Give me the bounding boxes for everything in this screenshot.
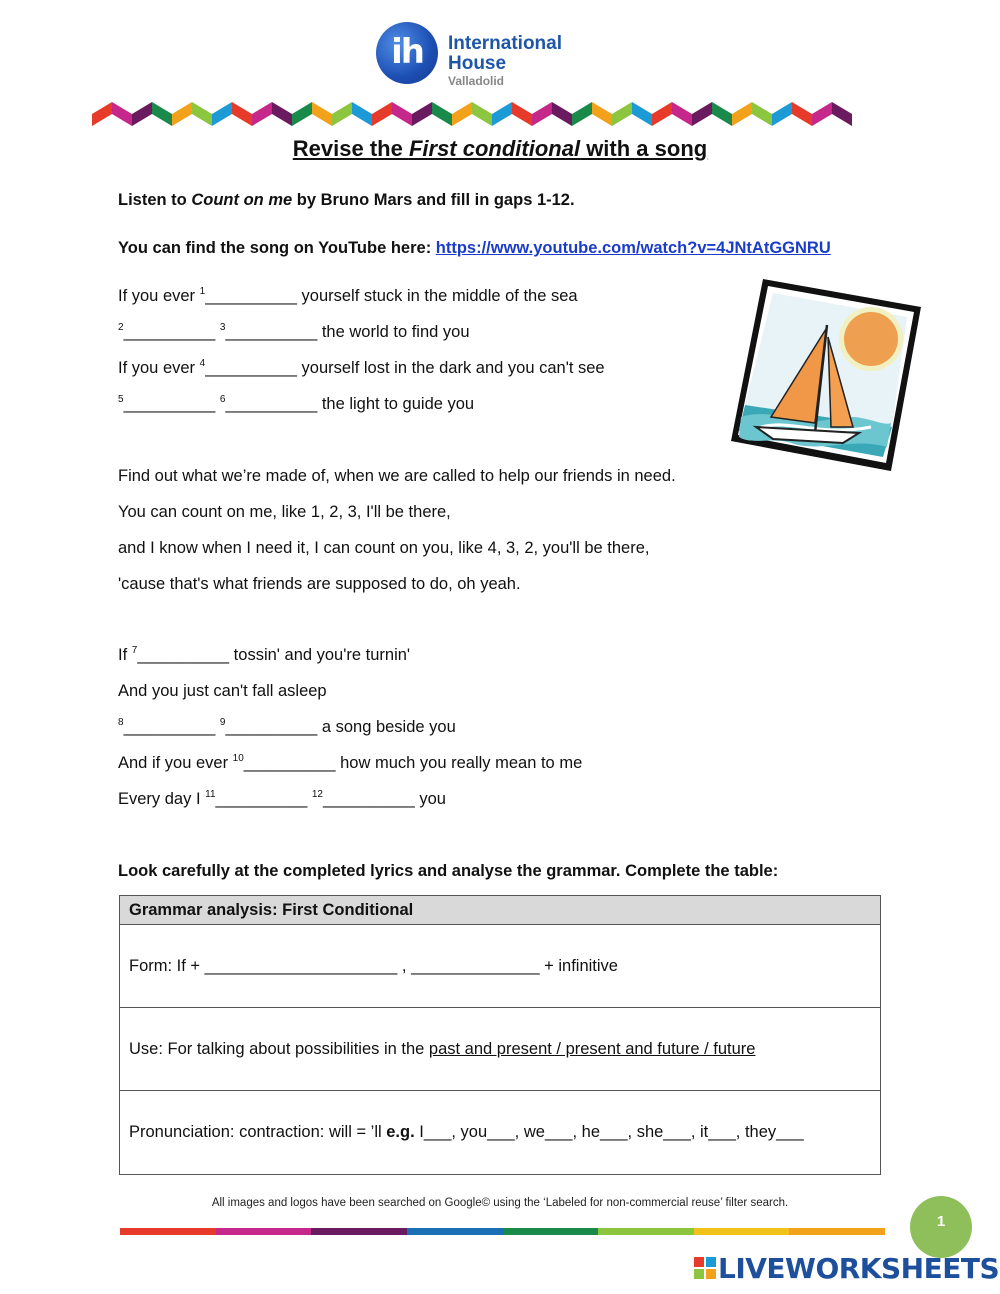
zigzag-ribbon <box>92 94 856 126</box>
pronunciation-row <box>120 1091 880 1174</box>
page-title <box>0 136 1000 162</box>
zigzag-segment <box>512 102 532 126</box>
zigzag-segment <box>312 102 332 126</box>
listen-instruction <box>118 191 575 210</box>
color-bar-segment <box>120 1228 216 1235</box>
table-instruction: Look carefully at the completed lyrics and analyse the grammar. Complete the table: <box>118 862 779 880</box>
gap-number: 11 <box>205 789 216 800</box>
pron-eg: e.g. <box>386 1123 415 1141</box>
gap-number: 6 <box>219 394 226 405</box>
zigzag-segment <box>492 102 512 126</box>
verse2-line-2: And you just can't fall asleep <box>118 682 327 700</box>
chorus-line-4: 'cause that's what friends are supposed to do, oh yeah. <box>118 575 521 593</box>
gap-blank-7[interactable]: __________ <box>137 646 230 664</box>
color-bar-segment <box>216 1228 312 1235</box>
zigzag-segment <box>572 102 592 126</box>
song-title: Count on me <box>191 191 293 209</box>
text: the world to find you <box>317 323 470 341</box>
text: If <box>118 646 132 664</box>
gap-number: 7 <box>131 645 138 656</box>
text: how much you really mean to me <box>335 754 583 772</box>
zigzag-segment <box>772 102 792 126</box>
gap-blank-4[interactable]: __________ <box>205 359 297 377</box>
zigzag-segment <box>712 102 732 126</box>
zigzag-segment <box>352 102 372 126</box>
zigzag-segment <box>792 102 812 126</box>
use-options[interactable]: past and present / present and future / future <box>428 1040 756 1058</box>
gap-number: 12 <box>311 789 323 800</box>
form-row[interactable]: Form: If + _____________________ , ______________ + infinitive <box>120 925 880 1008</box>
zigzag-segment <box>632 102 652 126</box>
gap-number: 9 <box>219 717 226 728</box>
zigzag-segment <box>192 102 212 126</box>
liveworksheets-logo-icon <box>694 1257 716 1279</box>
text: a song beside you <box>317 718 456 736</box>
verse2-line-1 <box>118 646 410 665</box>
grammar-table <box>119 895 881 1175</box>
gap-number: 10 <box>232 753 244 764</box>
text: yourself stuck in the middle of the sea <box>296 287 578 305</box>
international-house-logo <box>376 22 576 88</box>
logo-line-3: Valladolid <box>448 74 505 88</box>
gap-number: 5 <box>118 394 124 405</box>
color-bar-segment <box>311 1228 407 1235</box>
gap-blank-8[interactable]: __________ <box>123 718 216 736</box>
zigzag-segment <box>292 102 312 126</box>
text: you <box>414 790 446 808</box>
text: tossin' and you're turnin' <box>229 646 411 664</box>
image-credit-note: All images and logos have been searched on Google© using the ‘Labeled for non-commercial reuse’ filter search. <box>211 1197 789 1209</box>
zigzag-segment <box>812 102 832 126</box>
zigzag-segment <box>172 102 192 126</box>
color-bar-segment <box>503 1228 599 1235</box>
title-emphasis: First conditional <box>408 136 581 161</box>
zigzag-segment <box>372 102 392 126</box>
pron-blanks[interactable]: I___, you___, we___, he___, she___, it___, they___ <box>414 1123 804 1141</box>
gap-blank-11[interactable]: __________ <box>215 790 308 808</box>
zigzag-segment <box>692 102 712 126</box>
color-bar-segment <box>407 1228 503 1235</box>
zigzag-segment <box>452 102 472 126</box>
verse2-line-4 <box>118 754 582 773</box>
gap-number: 8 <box>118 717 124 728</box>
logo-line-2: House <box>448 53 507 74</box>
youtube-instruction <box>118 239 831 258</box>
zigzag-segment <box>672 102 692 126</box>
page-number: 1 <box>910 1196 972 1258</box>
zigzag-segment <box>392 102 412 126</box>
ih-logo-mark: ih <box>376 22 438 84</box>
text: Every day I <box>118 790 206 808</box>
gap-blank-10[interactable]: __________ <box>243 754 336 772</box>
pron-text: Pronunciation: contraction: will = ’ll <box>129 1123 387 1141</box>
text: If you ever <box>118 287 200 305</box>
title-pre: Revise the <box>292 136 409 161</box>
chorus-line-3: and I know when I need it, I can count on you, like 4, 3, 2, you'll be there, <box>118 539 650 557</box>
text: If you ever <box>118 359 200 377</box>
title-post: with a song <box>580 136 708 161</box>
zigzag-segment <box>532 102 552 126</box>
zigzag-segment <box>152 102 172 126</box>
gap-blank-1[interactable]: __________ <box>205 287 297 305</box>
youtube-link[interactable]: https://www.youtube.com/watch?v=4JNtAtGGNRU <box>435 239 831 257</box>
liveworksheets-text: LIVEWORKSHEETS <box>718 1252 1000 1285</box>
zigzag-segment <box>412 102 432 126</box>
chorus-line-1: Find out what we’re made of, when we are called to help our friends in need. <box>118 467 676 485</box>
listen-pre: Listen to <box>118 191 192 209</box>
color-bar-segment <box>694 1228 790 1235</box>
zigzag-segment <box>552 102 572 126</box>
gap-blank-12[interactable]: __________ <box>323 790 415 808</box>
sailboat-picture <box>731 277 921 471</box>
zigzag-segment <box>612 102 632 126</box>
text: And if you ever <box>118 754 233 772</box>
verse2-line-3 <box>118 718 456 737</box>
verse1-line-4 <box>118 395 474 414</box>
grammar-table-header: Grammar analysis: First Conditional <box>120 896 880 925</box>
listen-post: by Bruno Mars and fill in gaps 1-12. <box>292 191 575 209</box>
use-text: Use: For talking about possibilities in the <box>129 1040 429 1058</box>
zigzag-segment <box>652 102 672 126</box>
use-row <box>120 1008 880 1091</box>
zigzag-segment <box>752 102 772 126</box>
verse1-line-1 <box>118 287 578 306</box>
youtube-text: You can find the song on YouTube here: <box>118 239 436 257</box>
text: the light to guide you <box>317 395 475 413</box>
zigzag-segment <box>132 102 152 126</box>
gap-number: 1 <box>199 286 206 297</box>
text: yourself lost in the dark and you can't see <box>296 359 605 377</box>
chorus-line-2: You can count on me, like 1, 2, 3, I'll be there, <box>118 503 451 521</box>
color-bar-segment <box>789 1228 885 1235</box>
gap-blank-9[interactable]: __________ <box>225 718 318 736</box>
zigzag-segment <box>592 102 612 126</box>
zigzag-segment <box>832 102 852 126</box>
zigzag-segment <box>212 102 232 126</box>
verse1-line-2 <box>118 323 470 342</box>
zigzag-segment <box>232 102 252 126</box>
logo-line-1: International <box>448 33 563 54</box>
verse1-line-3 <box>118 359 605 378</box>
gap-blank-3[interactable]: __________ <box>225 323 318 341</box>
zigzag-segment <box>472 102 492 126</box>
liveworksheets-brand <box>694 1252 999 1285</box>
color-bar-segment <box>598 1228 694 1235</box>
color-bar <box>120 1228 885 1235</box>
zigzag-segment <box>732 102 752 126</box>
gap-blank-6[interactable]: __________ <box>225 395 318 413</box>
zigzag-segment <box>252 102 272 126</box>
verse2-line-5 <box>118 790 446 809</box>
zigzag-segment <box>272 102 292 126</box>
gap-blank-5[interactable]: __________ <box>123 395 216 413</box>
gap-number: 3 <box>219 322 226 333</box>
gap-number: 2 <box>118 322 124 333</box>
gap-number: 4 <box>199 358 206 369</box>
gap-blank-2[interactable]: __________ <box>123 323 216 341</box>
zigzag-segment <box>432 102 452 126</box>
zigzag-segment <box>112 102 132 126</box>
zigzag-segment <box>92 102 112 126</box>
zigzag-segment <box>332 102 352 126</box>
